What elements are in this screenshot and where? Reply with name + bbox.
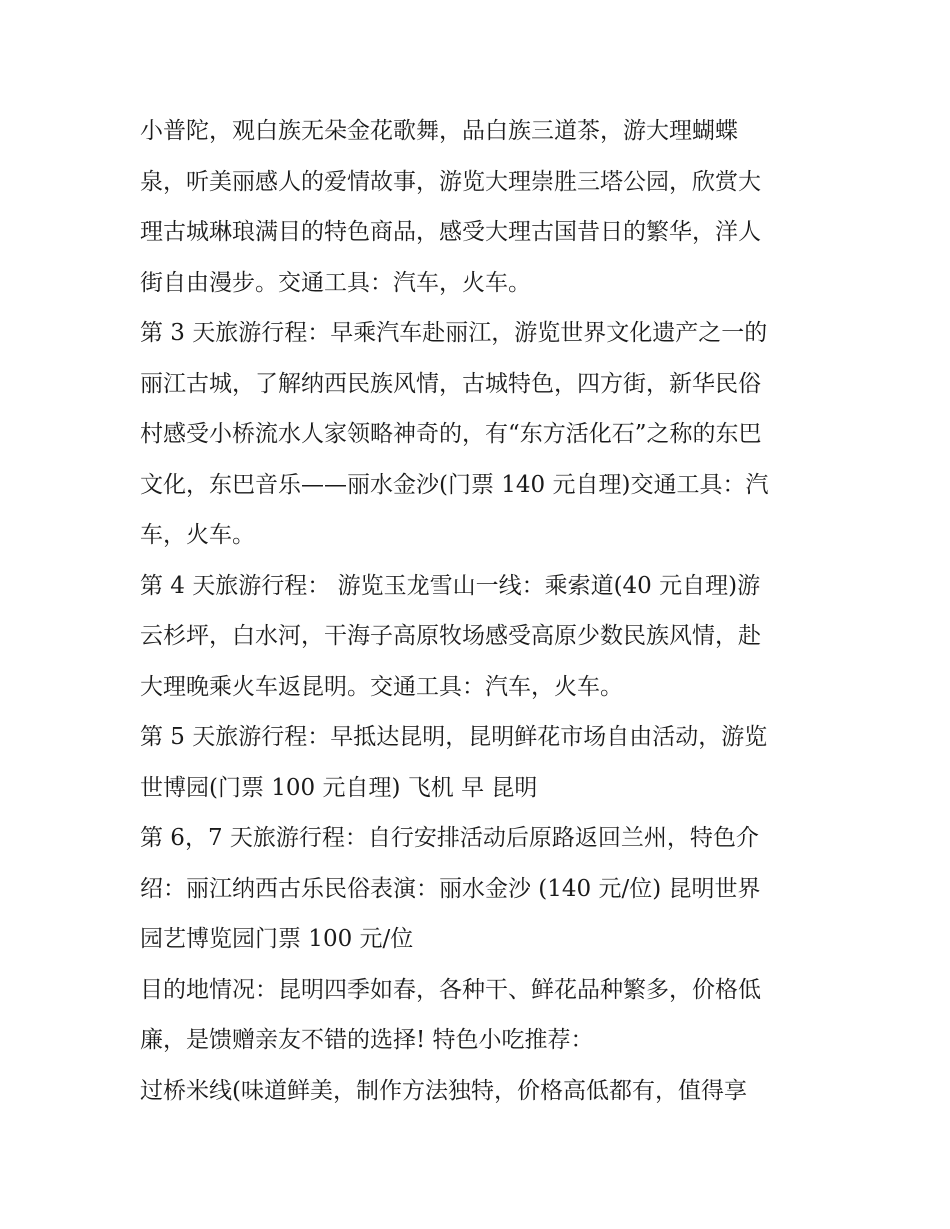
text-line: 理古城琳琅满目的特色商品，感受大理古国昔日的繁华，洋人 — [140, 219, 761, 245]
text-line: 文化，东巴音乐——丽水金沙(门票 140 元自理)交通工具：汽 — [140, 471, 769, 498]
text-line: 村感受小桥流水人家领略神奇的，有“东方活化石”之称的东巴 — [140, 421, 762, 447]
text-line: 廉，是馈赠亲友不错的选择! 特色小吃推荐： — [140, 1027, 594, 1053]
text-line: 第 3 天旅游行程：早乘汽车赴丽江，游览世界文化遗产之一的 — [140, 320, 768, 346]
text-line: 云杉坪，白水河，干海子高原牧场感受高原少数民族风情，赴 — [140, 623, 761, 649]
text-line: 车，火车。 — [140, 522, 255, 548]
text-line: 小普陀，观白族无朵金花歌舞，品白族三道茶，游大理蝴蝶 — [140, 118, 738, 144]
text-line: 园艺博览园门票 100 元/位 — [140, 926, 414, 952]
text-line: 丽江古城，了解纳西民族风情，古城特色，四方街，新华民俗 — [140, 370, 761, 397]
text-line: 世博园(门票 100 元自理) 飞机 早 昆明 — [140, 774, 538, 801]
text-line: 第 6，7 天旅游行程：自行安排活动后原路返回兰州，特色介 — [140, 825, 759, 851]
text-line: 泉，听美丽感人的爱情故事，游览大理崇胜三塔公园，欣赏大 — [140, 168, 761, 195]
text-line: 大理晚乘火车返昆明。交通工具：汽车，火车。 — [140, 673, 623, 700]
text-line: 目的地情况：昆明四季如春，各种干、鲜花品种繁多，价格低 — [140, 976, 761, 1003]
text-line: 绍：丽江纳西古乐民俗表演：丽水金沙 (140 元/位) 昆明世界 — [140, 875, 761, 902]
text-line: 街自由漫步。交通工具：汽车，火车。 — [140, 269, 531, 296]
document-body — [140, 106, 820, 1116]
text-line: 第 5 天旅游行程：早抵达昆明，昆明鲜花市场自由活动，游览 — [140, 724, 768, 750]
text-line: 过桥米线(味道鲜美，制作方法独特，价格高低都有，值得享 — [140, 1077, 747, 1104]
text-line: 第 4 天旅游行程： 游览玉龙雪山一线：乘索道(40 元自理)游 — [140, 572, 761, 599]
